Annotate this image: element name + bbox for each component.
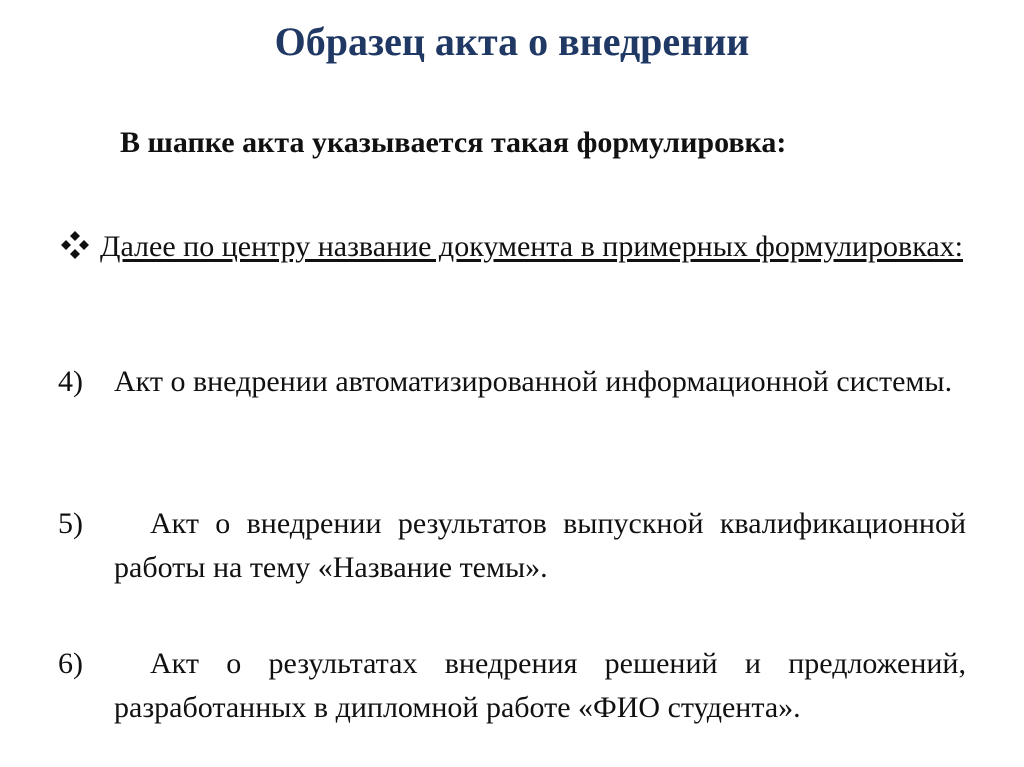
bullet-text: Далее по центру название документа в примерных формулировках: — [100, 230, 963, 263]
slide-subtitle: В шапке акта указывается такая формулировка: — [120, 126, 787, 159]
list-item — [58, 642, 966, 730]
list-item — [58, 502, 966, 590]
slide-title: Образец акта о внедрении — [274, 19, 750, 64]
bullet-item — [58, 226, 966, 268]
list-item-text: Акт о внедрении автоматизированной информационной системы. — [114, 365, 953, 398]
list-item-number: 4) — [58, 365, 83, 398]
list-item-number: 5) — [58, 507, 83, 540]
list-item-number: 6) — [58, 647, 83, 680]
list-item-text: Акт о результатах внедрения решений и предложений, разработанных в дипломной работе «ФИО студента». — [114, 647, 966, 724]
list-item — [58, 360, 966, 404]
list-item-text: Акт о внедрении результатов выпускной квалификационной работы на тему «Название темы». — [114, 507, 966, 584]
four-diamond-bullet-icon — [58, 228, 92, 262]
